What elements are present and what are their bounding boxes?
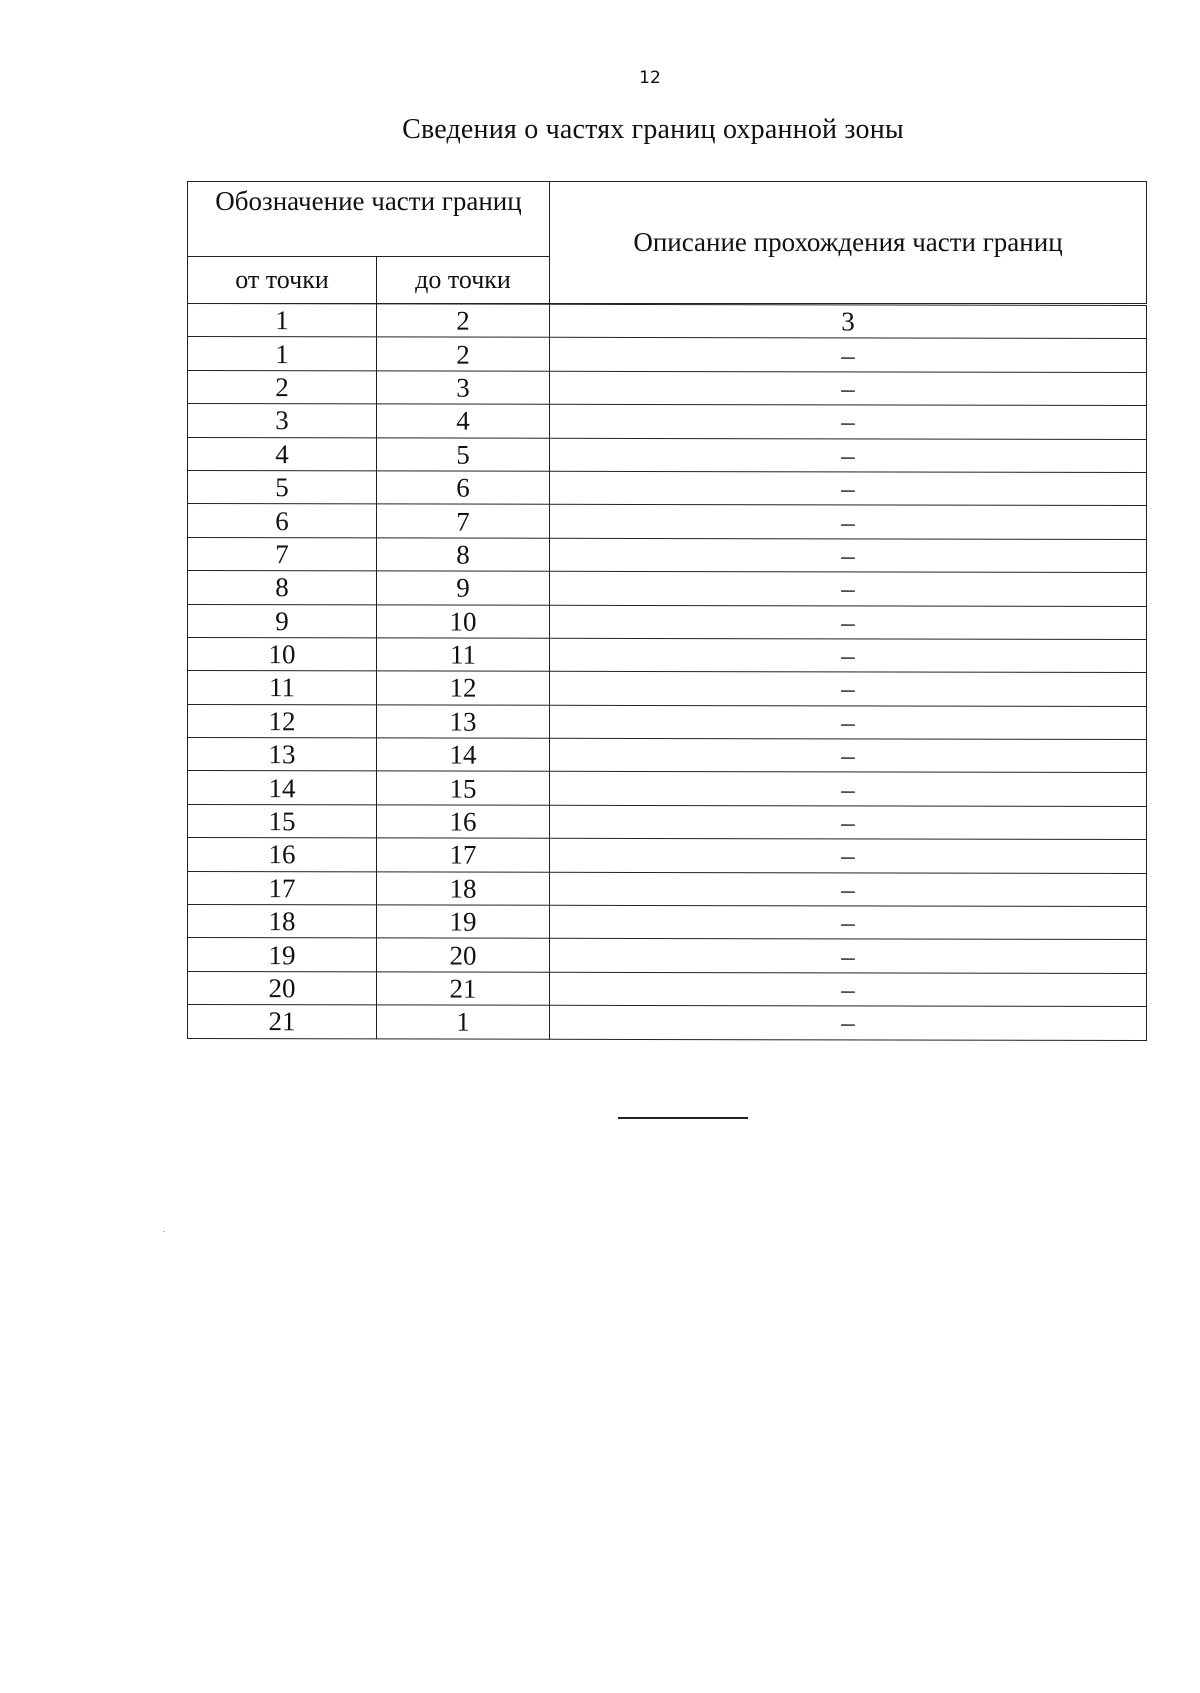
table-row <box>188 637 1147 672</box>
description-cell: – <box>550 939 1147 974</box>
point-from-cell: 4 <box>188 437 377 471</box>
description-cell: – <box>550 1005 1147 1040</box>
description-cell: – <box>550 805 1147 840</box>
table-row <box>188 838 1147 873</box>
point-from-cell: 10 <box>188 637 377 671</box>
point-from-cell: 5 <box>188 470 377 504</box>
point-from-cell: 8 <box>188 571 377 605</box>
point-to-cell: 18 <box>377 872 550 906</box>
table-row <box>188 871 1147 906</box>
point-to-cell: 17 <box>377 838 550 872</box>
point-to-cell: 2 <box>377 337 550 371</box>
point-to-cell: 3 <box>377 371 550 405</box>
description-cell: – <box>550 872 1147 907</box>
point-from-cell: 20 <box>188 971 377 1005</box>
point-from-cell: 11 <box>188 671 377 705</box>
description-cell: – <box>550 471 1147 506</box>
table-row <box>188 771 1147 806</box>
table-row <box>188 370 1147 405</box>
scan-speck <box>163 1231 165 1232</box>
column-number: 1 <box>188 304 377 338</box>
point-from-cell: 7 <box>188 537 377 571</box>
point-from-cell: 21 <box>188 1005 377 1039</box>
point-to-cell: 4 <box>377 404 550 438</box>
point-to-cell: 16 <box>377 805 550 839</box>
point-from-cell: 6 <box>188 504 377 538</box>
point-to-cell: 6 <box>377 471 550 505</box>
description-cell: – <box>550 438 1147 473</box>
table-row <box>188 571 1147 606</box>
description-cell: – <box>550 338 1147 373</box>
description-cell: – <box>550 638 1147 673</box>
header-description: Описание прохождения части границ <box>550 182 1147 304</box>
header-to-point: до точки <box>377 257 550 304</box>
point-to-cell: 12 <box>377 671 550 705</box>
point-to-cell: 21 <box>377 972 550 1006</box>
description-cell: – <box>550 839 1147 874</box>
table-row <box>188 938 1147 973</box>
point-to-cell: 9 <box>377 571 550 605</box>
column-number-row <box>188 304 1147 339</box>
point-to-cell: 15 <box>377 771 550 805</box>
table-row <box>188 905 1147 940</box>
table-row <box>188 804 1147 839</box>
description-cell: – <box>550 505 1147 540</box>
page-title: Сведения о частях границ охранной зоны <box>402 114 904 145</box>
point-to-cell: 7 <box>377 504 550 538</box>
description-cell: – <box>550 371 1147 406</box>
point-from-cell: 19 <box>188 938 377 972</box>
point-to-cell: 10 <box>377 604 550 638</box>
point-to-cell: 11 <box>377 638 550 672</box>
point-from-cell: 13 <box>188 738 377 772</box>
point-from-cell: 1 <box>188 337 377 371</box>
point-to-cell: 5 <box>377 437 550 471</box>
point-to-cell: 19 <box>377 905 550 939</box>
point-from-cell: 16 <box>188 838 377 872</box>
end-rule <box>618 1117 748 1119</box>
description-cell: – <box>550 905 1147 940</box>
boundary-parts-table <box>187 303 1147 1041</box>
point-from-cell: 2 <box>188 370 377 404</box>
table-row <box>188 704 1147 739</box>
table-row <box>188 604 1147 639</box>
table-row <box>188 1005 1147 1040</box>
description-cell: – <box>550 705 1147 740</box>
point-to-cell: 1 <box>377 1005 550 1039</box>
description-cell: – <box>550 672 1147 707</box>
description-cell: – <box>550 605 1147 640</box>
description-cell: – <box>550 538 1147 573</box>
description-cell: – <box>550 738 1147 773</box>
point-from-cell: 9 <box>188 604 377 638</box>
header-from-point: от точки <box>188 257 377 304</box>
table-row <box>188 671 1147 706</box>
table-row <box>188 537 1147 572</box>
point-from-cell: 3 <box>188 404 377 438</box>
table-row <box>188 337 1147 372</box>
description-cell: – <box>550 571 1147 606</box>
point-from-cell: 18 <box>188 905 377 939</box>
table-row <box>188 504 1147 539</box>
column-number: 2 <box>377 304 550 338</box>
point-from-cell: 12 <box>188 704 377 738</box>
point-from-cell: 14 <box>188 771 377 805</box>
table-header <box>187 181 1147 304</box>
point-to-cell: 14 <box>377 738 550 772</box>
point-from-cell: 15 <box>188 804 377 838</box>
point-to-cell: 20 <box>377 938 550 972</box>
header-group-label: Обозначение части границ <box>188 182 550 257</box>
column-number: 3 <box>550 304 1147 339</box>
description-cell: – <box>550 972 1147 1007</box>
description-cell: – <box>550 772 1147 807</box>
table-row <box>188 437 1147 472</box>
point-to-cell: 8 <box>377 538 550 572</box>
point-from-cell: 17 <box>188 871 377 905</box>
page-number: 12 <box>639 68 661 88</box>
description-cell: – <box>550 404 1147 439</box>
table-row <box>188 404 1147 439</box>
table-row <box>188 738 1147 773</box>
table-row <box>188 470 1147 505</box>
point-to-cell: 13 <box>377 705 550 739</box>
table-row <box>188 971 1147 1006</box>
